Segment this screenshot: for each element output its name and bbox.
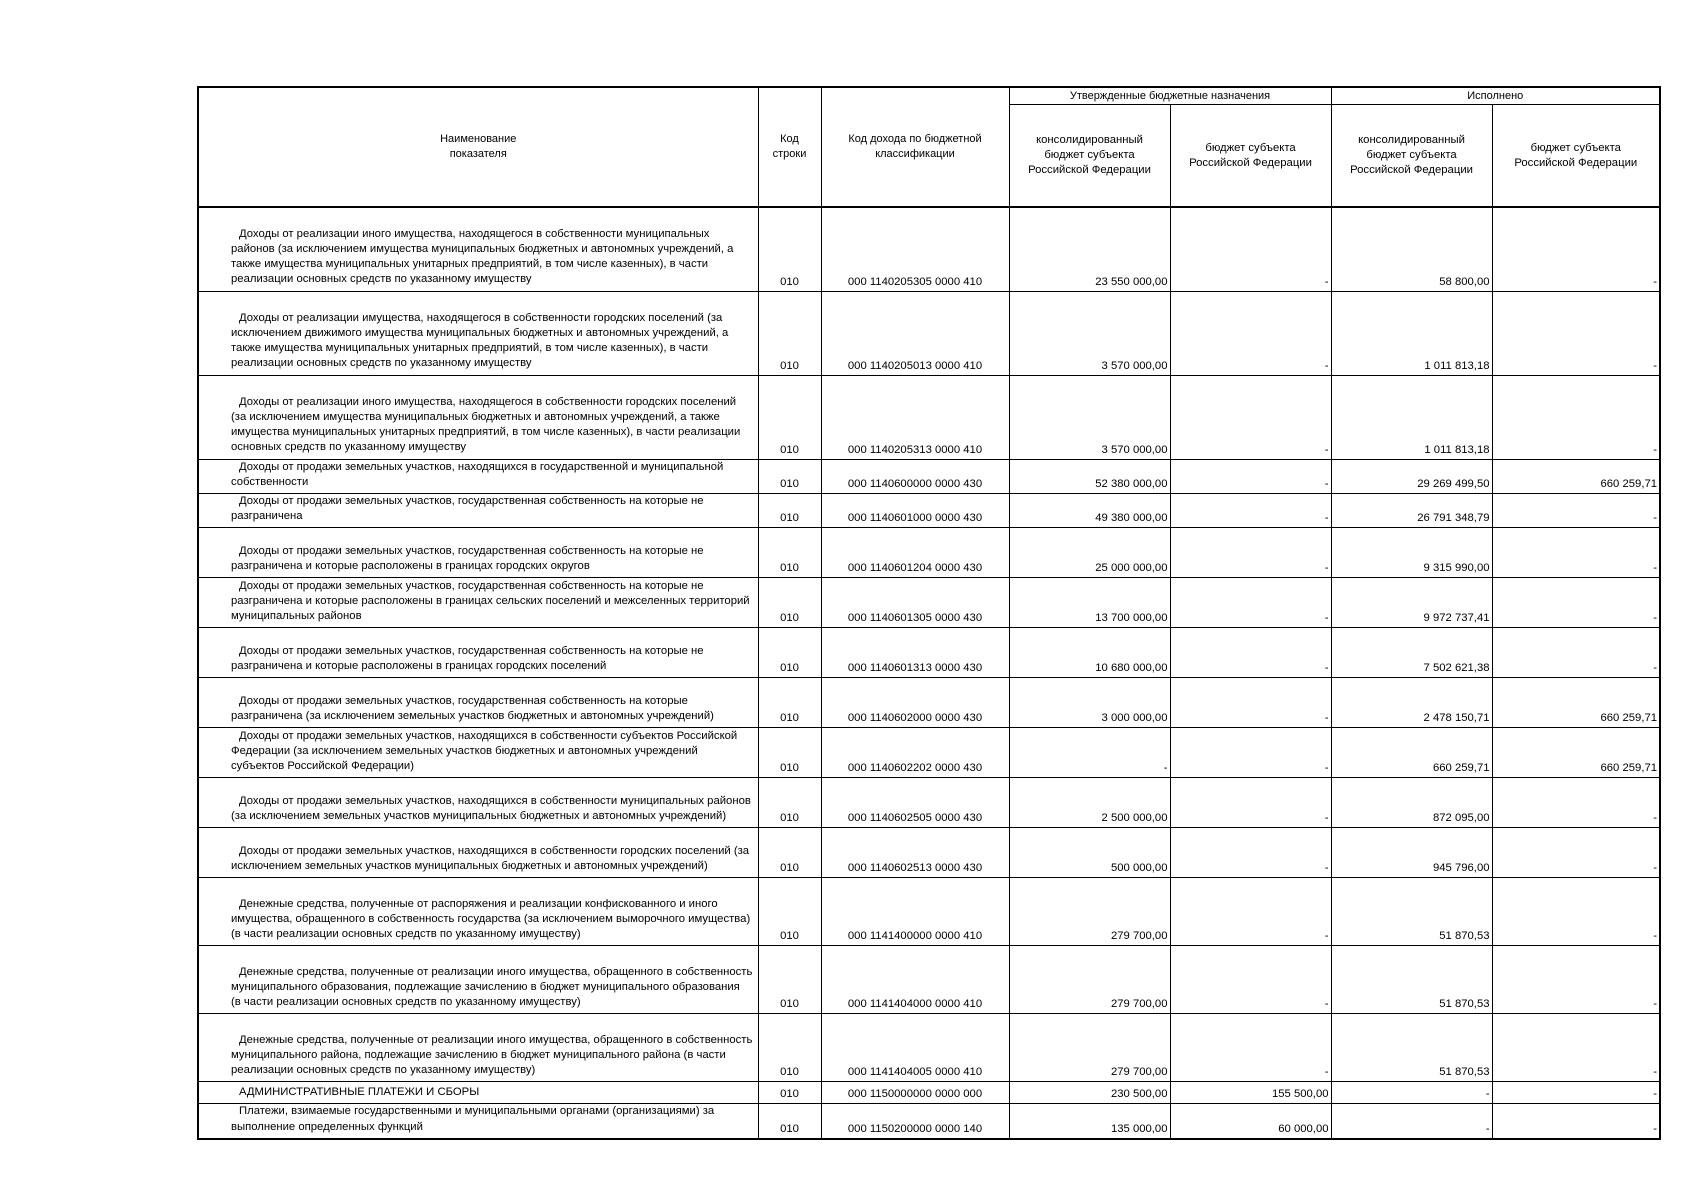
row-name [198, 628, 758, 678]
row-income-code: 000 1150000000 0000 000 [821, 1082, 1009, 1104]
row-executed-consolidated: 51 870,53 [1331, 946, 1492, 1014]
row-approved-subject: - [1170, 493, 1331, 527]
row-approved-consolidated: 279 700,00 [1009, 1014, 1170, 1082]
row-executed-consolidated: 9 315 990,00 [1331, 528, 1492, 578]
row-name [198, 678, 758, 728]
row-name-text: Доходы от продажи земельных участков, находящихся в государственной и муниципальной собственности [231, 460, 724, 488]
table-row [198, 1014, 1660, 1082]
row-income-code: 000 1150200000 0000 140 [821, 1104, 1009, 1139]
row-name-text: Доходы от продажи земельных участков, государственная собственность на которые не разграничена [231, 494, 704, 523]
row-line-code: 010 [758, 578, 821, 628]
row-line-code: 010 [758, 207, 821, 291]
row-executed-subject: - [1492, 1014, 1660, 1082]
row-income-code: 000 1141404005 0000 410 [821, 1014, 1009, 1082]
table-body [198, 207, 1660, 1139]
row-approved-consolidated: 230 500,00 [1009, 1082, 1170, 1104]
row-executed-consolidated: 872 095,00 [1331, 778, 1492, 828]
row-name-text: Доходы от реализации иного имущества, находящегося в собственности городских поселений (за исключением имущества муниципальных бюджетных и автономных учреждений, а также имущества муниципальных унитарных предприятий, в том числе казенных), в части реализации основных средств по указанному имуществу [231, 395, 741, 454]
row-executed-subject: 660 259,71 [1492, 728, 1660, 778]
row-approved-subject: - [1170, 459, 1331, 493]
row-name-text: Доходы от реализации иного имущества, находящегося в собственности муниципальных районов (за исключением имущества муниципальных бюджетных и автономных учреждений, а также имущества муниципальных унитарных предприятий, в том числе казенных), в части реализации основных средств по указанному имуществу [231, 227, 734, 286]
row-income-code: 000 1140601305 0000 430 [821, 578, 1009, 628]
row-executed-consolidated: 9 972 737,41 [1331, 578, 1492, 628]
row-approved-subject: - [1170, 946, 1331, 1014]
row-line-code: 010 [758, 1014, 821, 1082]
row-line-code: 010 [758, 828, 821, 878]
row-executed-consolidated: 660 259,71 [1331, 728, 1492, 778]
row-income-code: 000 1140601313 0000 430 [821, 628, 1009, 678]
row-executed-consolidated: 26 791 348,79 [1331, 493, 1492, 527]
row-income-code: 000 1140602202 0000 430 [821, 728, 1009, 778]
row-line-code: 010 [758, 778, 821, 828]
row-line-code: 010 [758, 1104, 821, 1139]
header-executed-consolidated: консолидированный бюджет субъекта Российской Федерации [1331, 105, 1492, 208]
row-approved-consolidated: 52 380 000,00 [1009, 459, 1170, 493]
row-name [198, 459, 758, 493]
row-name-text: Доходы от реализации имущества, находящегося в собственности городских поселений (за исключением движимого имущества муниципальных бюджетных и автономных учреждений, а также имущества муниципальных унитарных предприятий, в том числе казенных), в части реализации основных средств по указанному имуществу [231, 311, 729, 370]
row-name [198, 291, 758, 375]
row-approved-subject: - [1170, 628, 1331, 678]
row-name [198, 828, 758, 878]
table-row [198, 578, 1660, 628]
row-approved-consolidated: 3 570 000,00 [1009, 291, 1170, 375]
table-row [198, 778, 1660, 828]
row-income-code: 000 1140602000 0000 430 [821, 678, 1009, 728]
table-row [198, 375, 1660, 459]
row-approved-subject: - [1170, 828, 1331, 878]
row-name [198, 778, 758, 828]
row-line-code: 010 [758, 493, 821, 527]
row-income-code: 000 1141400000 0000 410 [821, 878, 1009, 946]
table-row [198, 628, 1660, 678]
row-approved-consolidated: 3 000 000,00 [1009, 678, 1170, 728]
row-executed-subject: - [1492, 778, 1660, 828]
row-executed-subject: - [1492, 493, 1660, 527]
row-line-code: 010 [758, 459, 821, 493]
row-executed-consolidated: 1 011 813,18 [1331, 291, 1492, 375]
header-approved-consolidated: консолидированный бюджет субъекта Российской Федерации [1009, 105, 1170, 208]
row-approved-consolidated: 49 380 000,00 [1009, 493, 1170, 527]
row-approved-subject: - [1170, 207, 1331, 291]
row-approved-consolidated: 13 700 000,00 [1009, 578, 1170, 628]
row-approved-subject: - [1170, 528, 1331, 578]
table-row [198, 291, 1660, 375]
row-executed-subject: - [1492, 528, 1660, 578]
row-approved-consolidated: 279 700,00 [1009, 946, 1170, 1014]
row-executed-consolidated: 2 478 150,71 [1331, 678, 1492, 728]
row-executed-consolidated: 58 800,00 [1331, 207, 1492, 291]
row-executed-consolidated: 51 870,53 [1331, 1014, 1492, 1082]
row-approved-consolidated: 23 550 000,00 [1009, 207, 1170, 291]
row-income-code: 000 1140602505 0000 430 [821, 778, 1009, 828]
row-income-code: 000 1140602513 0000 430 [821, 828, 1009, 878]
row-income-code: 000 1140205013 0000 410 [821, 291, 1009, 375]
row-income-code: 000 1140205305 0000 410 [821, 207, 1009, 291]
row-approved-consolidated: 279 700,00 [1009, 878, 1170, 946]
row-executed-subject: - [1492, 207, 1660, 291]
row-name [198, 1104, 758, 1139]
row-approved-consolidated: 2 500 000,00 [1009, 778, 1170, 828]
table-row [198, 1082, 1660, 1104]
row-approved-consolidated: 500 000,00 [1009, 828, 1170, 878]
table-row [198, 828, 1660, 878]
row-line-code: 010 [758, 375, 821, 459]
row-line-code: 010 [758, 628, 821, 678]
row-name-text: Доходы от продажи земельных участков, государственная собственность на которые разграничена (за исключением земельных участков бюджетных и автономных учреждений) [231, 694, 714, 723]
row-name [198, 375, 758, 459]
header-income-code: Код дохода по бюджетной классификации [821, 87, 1009, 207]
table-header [198, 87, 1660, 207]
row-name [198, 946, 758, 1014]
row-executed-consolidated: 51 870,53 [1331, 878, 1492, 946]
row-executed-consolidated: 1 011 813,18 [1331, 375, 1492, 459]
table-row [198, 946, 1660, 1014]
row-name-text: АДМИНИСТРАТИВНЫЕ ПЛАТЕЖИ И СБОРЫ [239, 1086, 480, 1099]
table-row [198, 1104, 1660, 1139]
row-approved-subject: - [1170, 1014, 1331, 1082]
row-line-code: 010 [758, 946, 821, 1014]
row-income-code: 000 1140205313 0000 410 [821, 375, 1009, 459]
table-row [198, 728, 1660, 778]
row-executed-subject: 660 259,71 [1492, 459, 1660, 493]
row-approved-subject: 155 500,00 [1170, 1082, 1331, 1104]
row-executed-consolidated: - [1331, 1082, 1492, 1104]
row-approved-consolidated: 25 000 000,00 [1009, 528, 1170, 578]
row-name [198, 207, 758, 291]
row-executed-consolidated: - [1331, 1104, 1492, 1139]
row-name [198, 1082, 758, 1104]
row-name-text: Денежные средства, полученные от реализации иного имущества, обращенного в собственность муниципального района, подлежащие зачислению в бюджет муниципального района (в части реализации основных средств по указанному имуществу) [231, 1033, 753, 1077]
row-executed-subject: - [1492, 1082, 1660, 1104]
row-name-text: Доходы от продажи земельных участков, государственная собственность на которые не разграничена и которые расположены в границах городских округов [231, 544, 704, 573]
budget-income-table [197, 86, 1661, 1140]
row-line-code: 010 [758, 678, 821, 728]
row-name-text: Денежные средства, полученные от реализации иного имущества, обращенного в собственность муниципального образования, подлежащие зачислению в бюджет муниципального образования (в части реализации основных средств по указанному имуществу) [231, 965, 753, 1009]
row-name [198, 578, 758, 628]
row-name-text: Доходы от продажи земельных участков, государственная собственность на которые не разграничена и которые расположены в границах сельских поселений и межселенных территорий муниципальных районов [231, 579, 750, 623]
row-name-text: Доходы от продажи земельных участков, находящихся в собственности субъектов Российской Федерации (за исключением земельных участков бюджетных и автономных учреждений субъектов Российской Федерации) [231, 729, 738, 773]
row-approved-consolidated: - [1009, 728, 1170, 778]
row-name [198, 1014, 758, 1082]
row-executed-subject: - [1492, 878, 1660, 946]
table-row [198, 528, 1660, 578]
header-name: Наименование показателя [198, 87, 758, 207]
table-row [198, 207, 1660, 291]
header-group-approved: Утвержденные бюджетные назначения [1009, 87, 1331, 105]
row-executed-subject: - [1492, 828, 1660, 878]
row-approved-subject: - [1170, 778, 1331, 828]
row-executed-subject: - [1492, 628, 1660, 678]
row-approved-consolidated: 135 000,00 [1009, 1104, 1170, 1139]
row-executed-subject: - [1492, 375, 1660, 459]
row-approved-subject: - [1170, 578, 1331, 628]
row-income-code: 000 1140600000 0000 430 [821, 459, 1009, 493]
row-income-code: 000 1141404000 0000 410 [821, 946, 1009, 1014]
row-line-code: 010 [758, 1082, 821, 1104]
row-approved-consolidated: 3 570 000,00 [1009, 375, 1170, 459]
row-line-code: 010 [758, 528, 821, 578]
row-executed-consolidated: 29 269 499,50 [1331, 459, 1492, 493]
row-executed-consolidated: 945 796,00 [1331, 828, 1492, 878]
row-name [198, 878, 758, 946]
row-approved-consolidated: 10 680 000,00 [1009, 628, 1170, 678]
row-approved-subject: 60 000,00 [1170, 1104, 1331, 1139]
header-line-code: Код строки [758, 87, 821, 207]
row-name-text: Платежи, взимаемые государственными и муниципальными органами (организациями) за выполнение определенных функций [231, 1105, 715, 1133]
row-name [198, 728, 758, 778]
row-executed-subject: - [1492, 946, 1660, 1014]
row-approved-subject: - [1170, 878, 1331, 946]
header-executed-subject: бюджет субъекта Российской Федерации [1492, 105, 1660, 208]
row-line-code: 010 [758, 878, 821, 946]
header-group-executed: Исполнено [1331, 87, 1660, 105]
row-executed-subject: 660 259,71 [1492, 678, 1660, 728]
row-approved-subject: - [1170, 375, 1331, 459]
table-row [198, 459, 1660, 493]
table-row [198, 878, 1660, 946]
table-row [198, 678, 1660, 728]
row-name-text: Денежные средства, полученные от распоряжения и реализации конфискованного и иного имущества, обращенного в собственность государства (за исключением выморочного имущества) (в части реализации основных средств по указанному имуществу) [231, 897, 751, 941]
row-approved-subject: - [1170, 678, 1331, 728]
row-name-text: Доходы от продажи земельных участков, государственная собственность на которые не разграничена и которые расположены в границах городских поселений [231, 644, 704, 673]
row-executed-subject: - [1492, 291, 1660, 375]
row-income-code: 000 1140601000 0000 430 [821, 493, 1009, 527]
row-name [198, 493, 758, 527]
header-approved-subject: бюджет субъекта Российской Федерации [1170, 105, 1331, 208]
row-executed-subject: - [1492, 1104, 1660, 1139]
row-approved-subject: - [1170, 291, 1331, 375]
row-executed-consolidated: 7 502 621,38 [1331, 628, 1492, 678]
row-line-code: 010 [758, 728, 821, 778]
row-name-text: Доходы от продажи земельных участков, находящихся в собственности муниципальных районов (за исключением земельных участков муниципальных бюджетных и автономных учреждений) [231, 794, 751, 823]
row-executed-subject: - [1492, 578, 1660, 628]
table-row [198, 493, 1660, 527]
row-approved-subject: - [1170, 728, 1331, 778]
row-income-code: 000 1140601204 0000 430 [821, 528, 1009, 578]
row-name [198, 528, 758, 578]
row-line-code: 010 [758, 291, 821, 375]
row-name-text: Доходы от продажи земельных участков, находящихся в собственности городских поселений (за исключением земельных участков муниципальных бюджетных и автономных учреждений) [231, 844, 750, 873]
